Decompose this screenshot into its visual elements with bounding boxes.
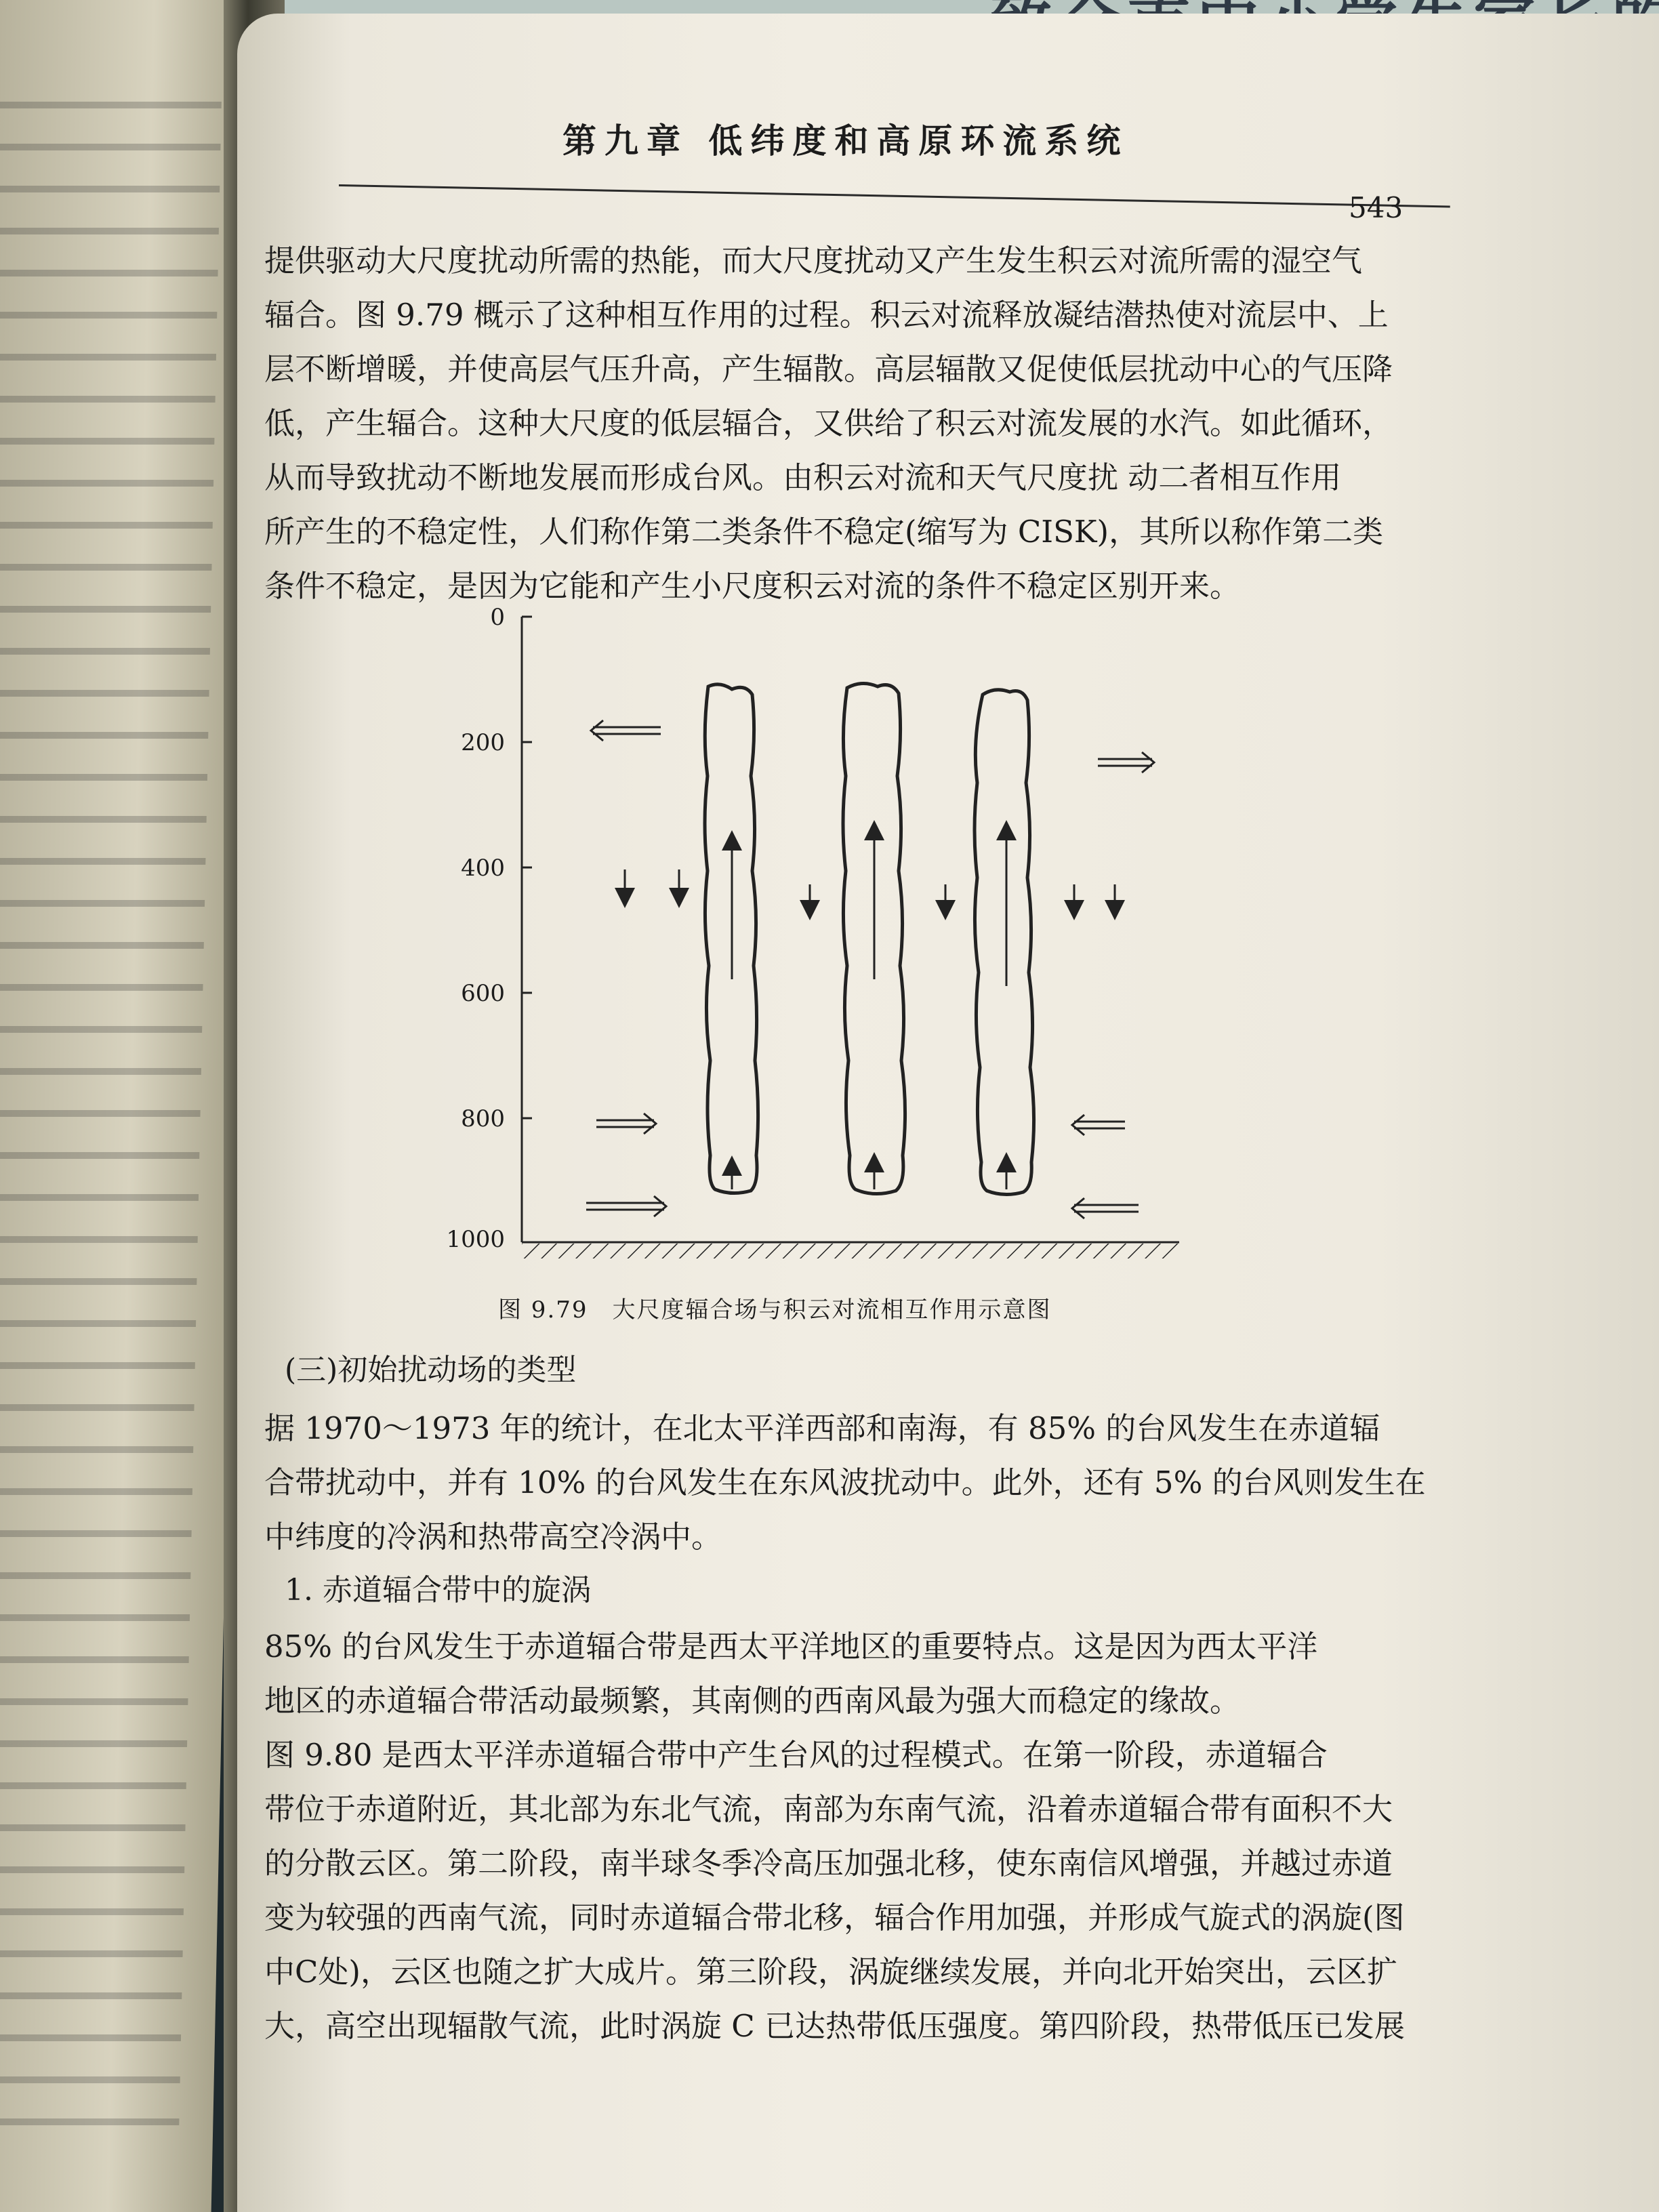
- sub-heading: 1. 赤道辐合带中的旋涡: [285, 1573, 591, 1607]
- text-line: 变为较强的西南气流，同时赤道辐合带北移，辐合作用加强，并形成气旋式的涡旋(图: [264, 1900, 1405, 1936]
- y-axis-ticks: [522, 617, 532, 1118]
- page-number: 543: [1349, 191, 1404, 224]
- tick-label: 1000: [446, 1226, 505, 1253]
- cumulus-column: [975, 690, 1034, 1195]
- text-line: 提供驱动大尺度扰动所需的热能，而大尺度扰动又产生发生积云对流所需的湿空气: [264, 243, 1363, 279]
- ground-hatch: [522, 1244, 1179, 1258]
- left-page-text-lines: [0, 102, 222, 2135]
- figure-caption: 图 9.79 大尺度辐合场与积云对流相互作用示意图: [498, 1296, 1052, 1324]
- updraft-arrows: [732, 830, 1006, 1189]
- text-line: 从而导致扰动不断地发展而形成台风。由积云对流和天气尺度扰 动二者相互作用: [264, 459, 1342, 495]
- text-line: 带位于赤道附近，其北部为东北气流，南部为东南气流，沿着赤道辐合带有面积不大: [264, 1791, 1393, 1827]
- text-line: 低，产生辐合。这种大尺度的低层辐合，又供给了积云对流发展的水汽。如此循环，: [264, 405, 1393, 441]
- text-line: 中纬度的冷涡和热带高空冷涡中。: [264, 1519, 722, 1555]
- paragraph-1: [264, 234, 1437, 613]
- paragraph-2: [264, 1401, 1437, 1564]
- section-heading: (三)初始扰动场的类型: [285, 1353, 577, 1387]
- text-line: 层不断增暖，并使高层气压升高，产生辐散。高层辐散又促使低层扰动中心的气压降: [264, 351, 1393, 387]
- tick-label: 200: [461, 729, 505, 756]
- low-level-convergence-arrows: [586, 1113, 1139, 1218]
- text-line: 条件不稳定，是因为它能和产生小尺度积云对流的条件不稳定区别开来。: [264, 568, 1241, 604]
- paragraph-4: [264, 1728, 1437, 2053]
- text-line: 合带扰动中，并有 10% 的台风发生在东风波扰动中。此外，还有 5% 的台风则发生在: [264, 1465, 1426, 1500]
- tick-label: 400: [461, 855, 505, 882]
- chapter-title: 第九章 低纬度和高原环流系统: [562, 121, 1129, 161]
- tick-label: 800: [461, 1105, 505, 1132]
- tick-label: 0: [490, 604, 505, 631]
- left-page: [0, 0, 258, 2212]
- text-line: 中C处)，云区也随之扩大成片。第三阶段，涡旋继续发展，并向北开始突出，云区扩: [264, 1954, 1397, 1990]
- paragraph-3: [264, 1620, 1437, 1728]
- downdraft-arrows: [625, 869, 1115, 910]
- text-line: 大，高空出现辐散气流，此时涡旋 C 已达热带低压强度。第四阶段，热带低压已发展: [264, 2008, 1406, 2044]
- text-line: 辐合。图 9.79 概示了这种相互作用的过程。积云对流释放凝结潜热使对流层中、上: [264, 297, 1389, 333]
- figure-9-79: [441, 600, 1200, 1277]
- upper-divergence-arrows: [591, 720, 1154, 773]
- text-line: 地区的赤道辐合带活动最频繁，其南侧的西南风最为强大而稳定的缘故。: [264, 1683, 1241, 1719]
- text-line: 的分散云区。第二阶段，南半球冬季冷高压加强北移，使东南信风增强，并越过赤道: [264, 1845, 1393, 1881]
- text-line: 据 1970～1973 年的统计，在北太平洋西部和南海，有 85% 的台风发生在赤道辐: [264, 1410, 1380, 1446]
- text-line: 85% 的台风发生于赤道辐合带是西太平洋地区的重要特点。这是因为西太平洋: [264, 1629, 1318, 1664]
- text-line: 所产生的不稳定性，人们称作第二类条件不稳定(缩写为 CISK)，其所以称作第二类: [264, 514, 1384, 550]
- tick-label: 600: [461, 980, 505, 1007]
- text-line: 图 9.80 是西太平洋赤道辐合带中产生台风的过程模式。在第一阶段，赤道辐合: [264, 1737, 1328, 1773]
